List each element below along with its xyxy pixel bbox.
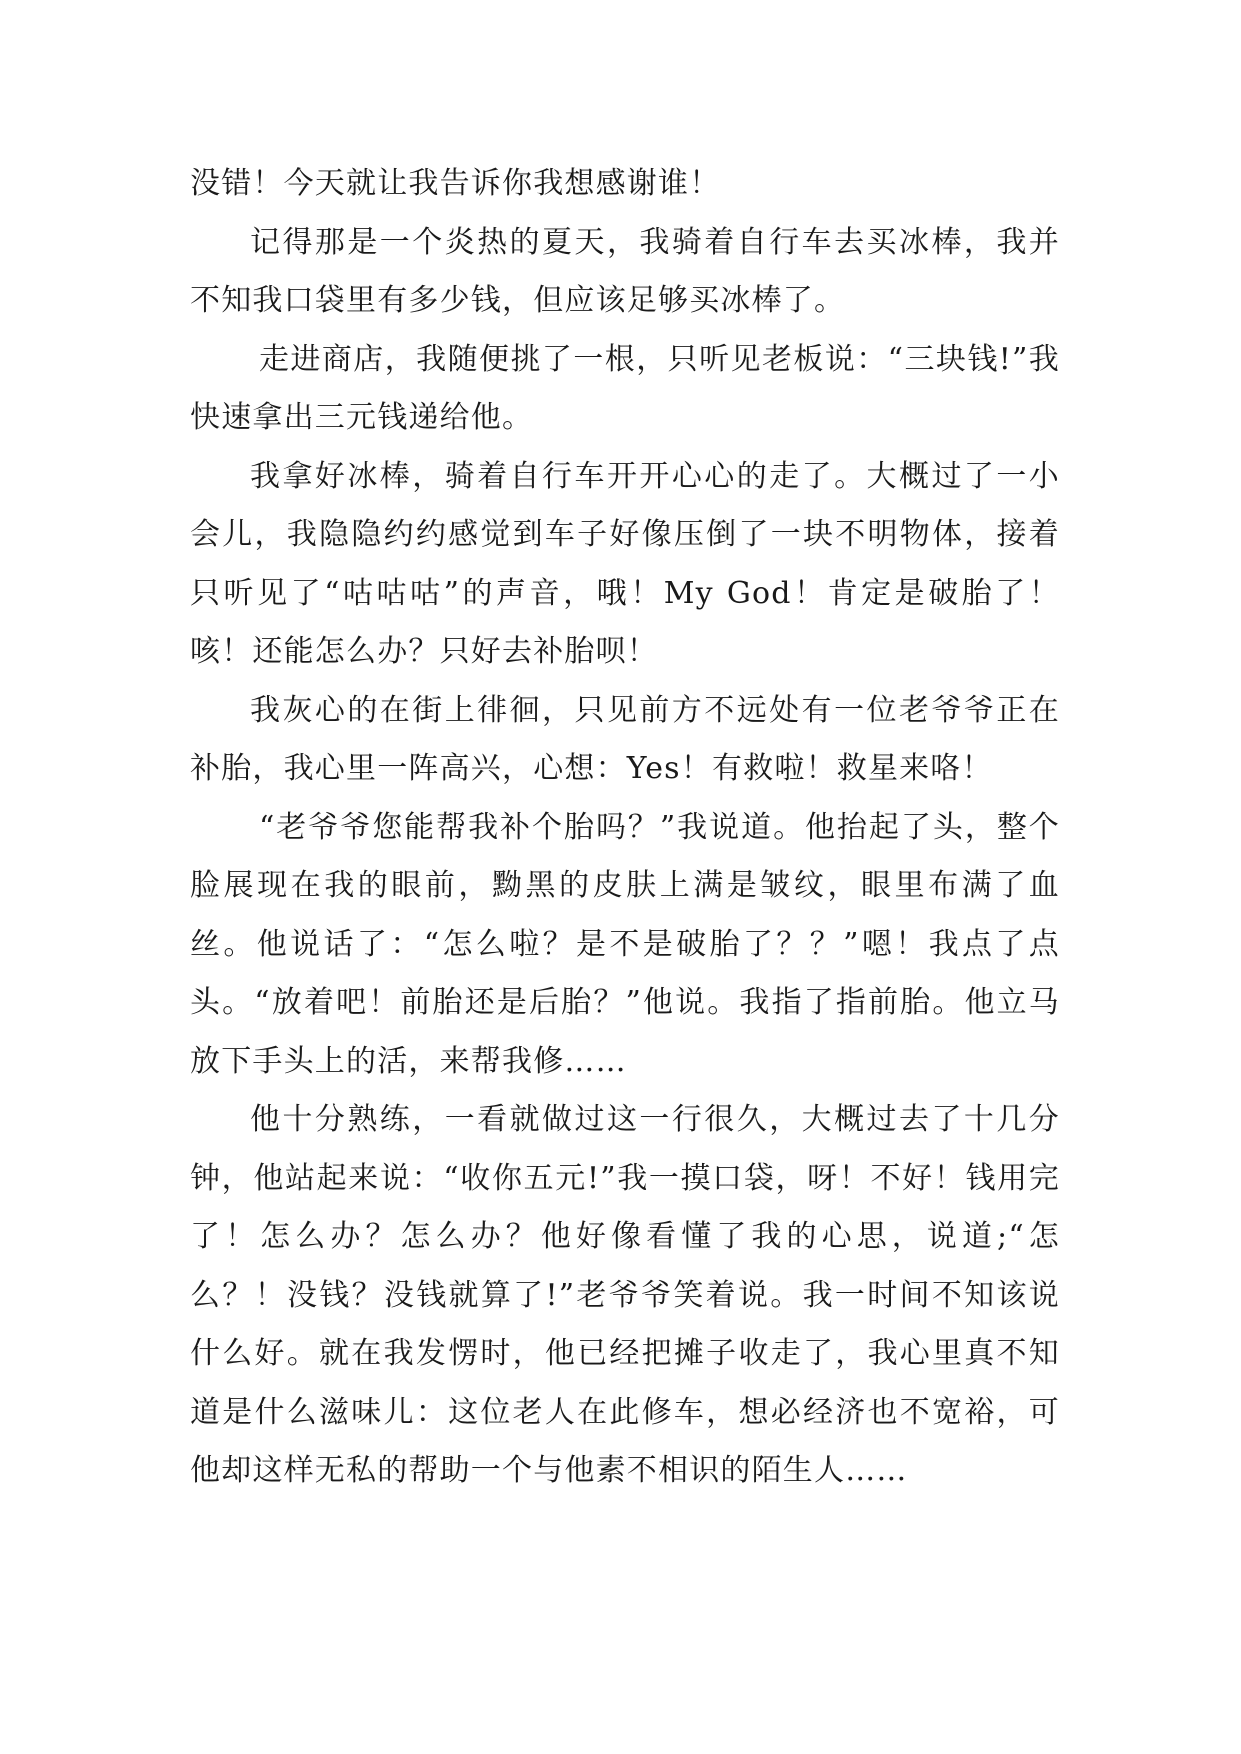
document-page <box>190 155 1060 1501</box>
paragraph-6: “老爷爷您能帮我补个胎吗？”我说道。他抬起了头，整个脸展现在我的眼前，黝黑的皮肤上满是皱纹，眼里布满了血丝。他说话了：“怎么啦？是不是破胎了？？”嗯！我点了点头。“放着吧！前胎还是后胎？”他说。我指了指前胎。他立马放下手头上的活，来帮我修…… <box>190 809 1060 1079</box>
paragraph-3: 走进商店，我随便挑了一根，只听见老板说：“三块钱!”我快速拿出三元钱递给他。 <box>190 341 1060 435</box>
paragraph-2: 记得那是一个炎热的夏天，我骑着自行车去买冰棒，我并不知我口袋里有多少钱，但应该足够买冰棒了。 <box>190 224 1060 318</box>
paragraph-5: 我灰心的在街上徘徊，只见前方不远处有一位老爷爷正在补胎，我心里一阵高兴，心想：Yes！有救啦！救星来咯！ <box>190 692 1060 786</box>
paragraph-7: 他十分熟练，一看就做过这一行很久，大概过去了十几分钟，他站起来说：“收你五元!”我一摸口袋，呀！不好！钱用完了！怎么办？怎么办？他好像看懂了我的心思，说道;“怎么？！没钱？没钱就算了!”老爷爷笑着说。我一时间不知该说什么好。就在我发愣时，他已经把摊子收走了，我心里真不知道是什么滋味儿：这位老人在此修车，想必经济也不宽裕，可他却这样无私的帮助一个与他素不相识的陌生人…… <box>190 1102 1060 1488</box>
paragraph-4: 我拿好冰棒，骑着自行车开开心心的走了。大概过了一小会儿，我隐隐约约感觉到车子好像压倒了一块不明物体，接着只听见了“咕咕咕”的声音，哦！My God！肯定是破胎了！咳！还能怎么办？只好去补胎呗！ <box>190 458 1060 669</box>
paragraph-1: 没错！今天就让我告诉你我想感谢谁！ <box>190 166 721 201</box>
